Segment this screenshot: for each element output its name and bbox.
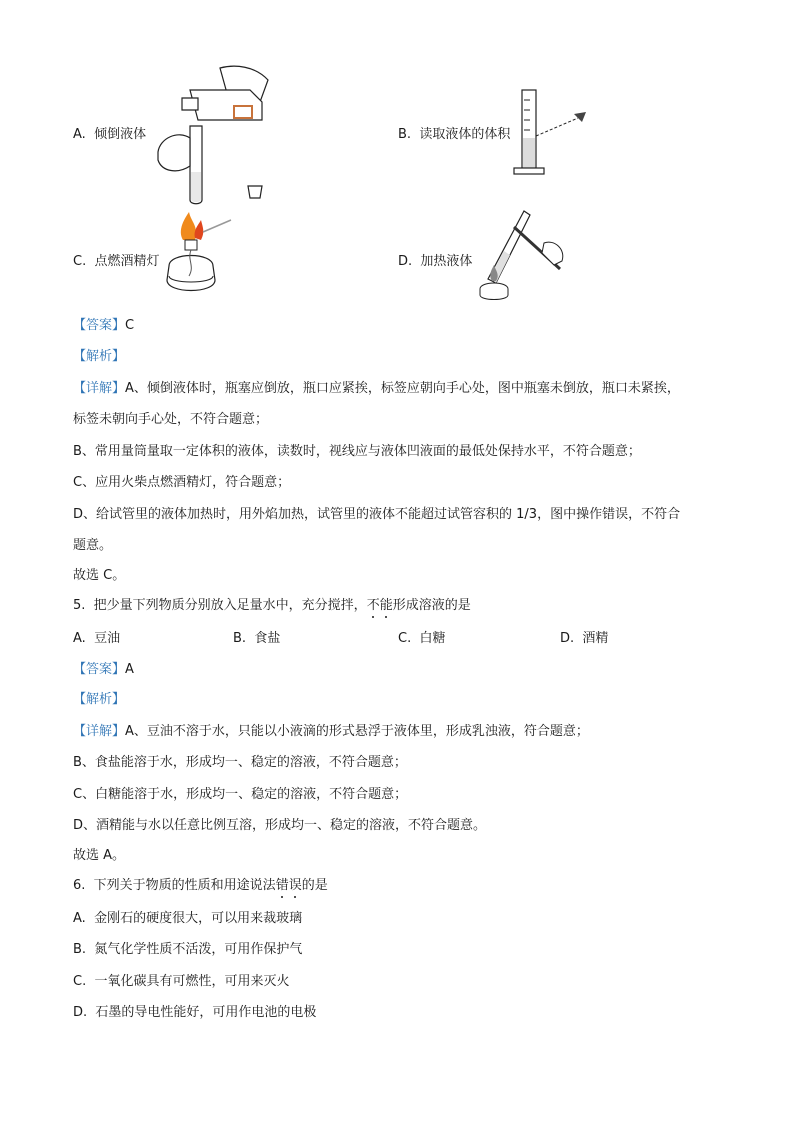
q5-option-d [560,629,608,649]
q6-option-a [73,909,302,929]
option-letter: B. [398,127,412,142]
q4-detail-line-6: 题意。 [73,538,113,553]
q4-detail-line-4: C、应用火柴点燃酒精灯，符合题意； [73,475,291,490]
emphasis-char: 误 [288,878,302,893]
option-label: 金刚石的硬度很大，可以用来裁玻璃 [94,911,303,926]
q5-detail-line-2: B、食盐能溶于水，形成均一、稳定的溶液，不符合题意； [73,755,407,770]
option-letter: A. [73,631,86,646]
option-letter: B. [73,942,87,957]
q6-stem [73,876,328,896]
q5-conclusion: 故选 A。 [73,848,126,863]
emphasis-char: 不 [366,598,380,613]
stem-text: 的是 [301,878,328,893]
option-label: 酒精 [582,631,609,646]
stem-text: 形成溶液的是 [392,598,471,613]
option-label: 点燃酒精灯 [94,254,160,269]
q5-option-b [233,629,280,649]
option-label: 豆油 [94,631,121,646]
option-label: 倾倒液体 [94,127,147,142]
pour-liquid-illustration [150,62,275,207]
q5-stem [73,596,471,616]
question-number: 6. [73,878,86,893]
read-volume-illustration [512,88,592,180]
q4-answer [73,316,134,336]
detail-text: A、豆油不溶于水，只能以小液滴的形式悬浮于液体里，形成乳浊液，符合题意； [125,724,589,739]
analysis-tag: 【解析】 [73,349,126,364]
q5-option-c [398,629,446,649]
q4-detail-line-3: B、常用量筒量取一定体积的液体，读数时，视线应与液体凹液面的最低处保持水平，不符合题意； [73,444,641,459]
q6-option-d [73,1003,316,1023]
q4-option-a [73,123,146,142]
answer-value: A [125,662,134,677]
emphasis-char: 错 [275,878,289,893]
q5-detail-line-4: D、酒精能与水以任意比例互溶，形成均一、稳定的溶液，不符合题意。 [73,818,487,833]
answer-value: C [125,318,135,333]
q4-option-d [398,250,472,269]
option-letter: D. [73,1005,88,1020]
question-number: 5. [73,598,86,613]
option-letter: A. [73,127,86,142]
heat-liquid-illustration [474,203,574,303]
q5-detail-line-3: C、白糖能溶于水，形成均一、稳定的溶液，不符合题意； [73,787,408,802]
option-label: 氮气化学性质不活泼，可用作保护气 [94,942,303,957]
stem-text: 下列关于物质的性质和用途说法 [93,878,276,893]
option-label: 白糖 [419,631,446,646]
q6-option-b [73,940,302,960]
q4-conclusion: 故选 C。 [73,568,126,583]
emphasis-char: 能 [379,598,393,613]
q4-analysis-heading [73,347,125,367]
q5-answer [73,660,134,680]
stem-text: 把少量下列物质分别放入足量水中，充分搅拌， [93,598,367,613]
option-label: 读取液体的体积 [419,127,511,142]
option-letter: C. [73,974,87,989]
detail-text: A、倾倒液体时，瓶塞应倒放，瓶口应紧挨，标签应朝向手心处，图中瓶塞未倒放，瓶口未紧挨， [125,381,680,396]
analysis-tag: 【解析】 [73,692,126,707]
option-letter: A. [73,911,86,926]
q4-detail-line-2: 标签未朝向手心处，不符合题意； [73,412,269,427]
option-label: 加热液体 [420,254,473,269]
answer-tag: 【答案】 [73,662,126,677]
option-label: 一氧化碳具有可燃性，可用来灭火 [94,974,290,989]
detail-tag: 【详解】 [73,381,126,396]
detail-tag: 【详解】 [73,724,126,739]
option-label: 石墨的导电性能好，可用作电池的电极 [95,1005,317,1020]
option-letter: C. [398,631,412,646]
q4-option-b [398,123,510,142]
q5-analysis-heading [73,690,125,710]
q4-detail-line-1 [73,379,680,399]
light-lamp-illustration [155,210,235,302]
option-label: 食盐 [254,631,281,646]
option-letter: C. [73,254,87,269]
q4-detail-line-5: D、给试管里的液体加热时，用外焰加热，试管里的液体不能超过试管容积的 1/3，图中操作错误，不符合 [73,507,681,522]
q5-detail-line-1 [73,722,589,742]
q4-option-c [73,250,160,269]
option-letter: D. [398,254,413,269]
answer-tag: 【答案】 [73,318,126,333]
option-letter: D. [560,631,575,646]
q5-option-a [73,629,120,649]
q6-option-c [73,972,290,992]
option-letter: B. [233,631,247,646]
